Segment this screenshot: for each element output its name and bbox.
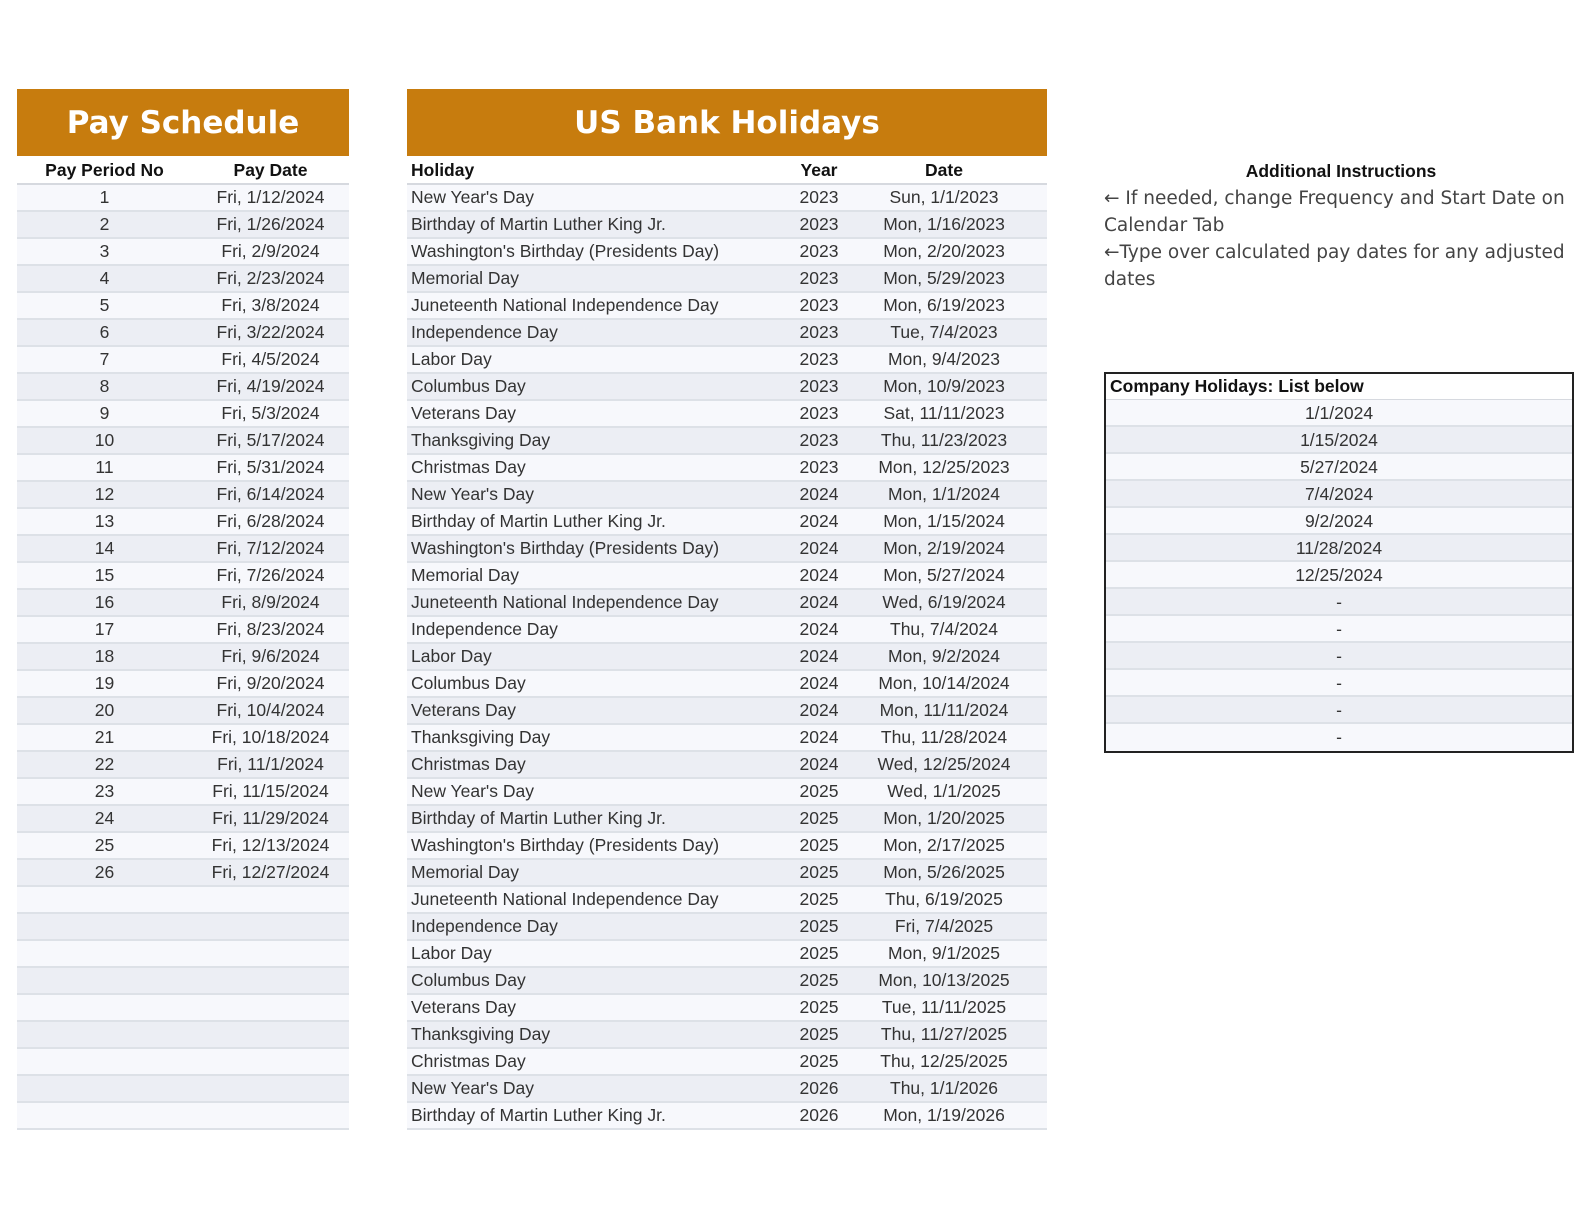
holiday-name-cell[interactable]: Juneteenth National Independence Day <box>411 889 719 909</box>
pay-schedule-row[interactable] <box>17 941 349 968</box>
holiday-year-cell[interactable]: 2024 <box>799 700 839 720</box>
holiday-name-cell[interactable]: Independence Day <box>411 916 558 936</box>
holiday-row[interactable] <box>407 644 1047 671</box>
holiday-date-cell[interactable]: Mon, 2/19/2024 <box>883 538 1005 558</box>
holiday-name-cell[interactable]: New Year's Day <box>411 484 534 504</box>
holiday-date-cell[interactable]: Mon, 1/1/2024 <box>888 484 1000 504</box>
holiday-name-cell[interactable]: Columbus Day <box>411 673 526 693</box>
company-holiday-cell[interactable]: 1/1/2024 <box>1106 400 1572 427</box>
pay-date-cell[interactable]: Fri, 3/8/2024 <box>221 295 320 315</box>
holiday-row[interactable] <box>407 455 1047 482</box>
holiday-name-cell[interactable]: Labor Day <box>411 349 492 369</box>
pay-period-no-cell[interactable]: 23 <box>94 781 115 801</box>
holiday-date-cell[interactable]: Mon, 9/4/2023 <box>888 349 1000 369</box>
pay-period-no-cell[interactable]: 16 <box>94 592 115 612</box>
pay-schedule-row[interactable] <box>17 1076 349 1103</box>
holiday-date-cell[interactable]: Thu, 7/4/2024 <box>890 619 998 639</box>
pay-schedule-row[interactable] <box>17 185 349 212</box>
holiday-year-cell[interactable]: 2024 <box>799 592 839 612</box>
pay-date-cell[interactable]: Fri, 5/31/2024 <box>216 457 325 477</box>
holiday-name-cell[interactable]: Washington's Birthday (Presidents Day) <box>411 241 720 261</box>
pay-schedule-row[interactable] <box>17 644 349 671</box>
holiday-row[interactable] <box>407 563 1047 590</box>
holiday-year-cell[interactable]: 2024 <box>799 565 839 585</box>
holiday-year-cell[interactable]: 2023 <box>799 349 839 369</box>
pay-period-no-cell[interactable]: 18 <box>94 646 115 666</box>
holiday-date-cell[interactable]: Mon, 9/1/2025 <box>888 943 1000 963</box>
holiday-year-cell[interactable]: 2025 <box>799 916 839 936</box>
pay-period-no-cell[interactable]: 1 <box>99 187 110 207</box>
pay-period-no-cell[interactable]: 7 <box>99 349 110 369</box>
holiday-date-cell[interactable]: Wed, 6/19/2024 <box>882 592 1006 612</box>
pay-schedule-row[interactable] <box>17 779 349 806</box>
company-holidays-table <box>1104 372 1574 753</box>
date-header: Date <box>925 160 963 180</box>
holiday-row[interactable] <box>407 212 1047 239</box>
pay-schedule-row[interactable] <box>17 590 349 617</box>
pay-period-no-cell[interactable]: 20 <box>94 700 115 720</box>
holiday-name-cell[interactable]: Labor Day <box>411 943 492 963</box>
pay-period-no-cell[interactable]: 8 <box>99 376 110 396</box>
holiday-row[interactable] <box>407 671 1047 698</box>
pay-date-cell[interactable]: Fri, 9/20/2024 <box>216 673 325 693</box>
holiday-row[interactable] <box>407 509 1047 536</box>
pay-period-no-cell[interactable]: 10 <box>94 430 115 450</box>
holiday-year-cell[interactable]: 2023 <box>799 241 839 261</box>
pay-schedule-row[interactable] <box>17 293 349 320</box>
holiday-name-cell[interactable]: Memorial Day <box>411 268 519 288</box>
holiday-name-cell[interactable]: Juneteenth National Independence Day <box>411 592 719 612</box>
bank-holidays-header <box>407 158 1047 185</box>
pay-period-no-cell[interactable]: 15 <box>94 565 115 585</box>
pay-period-no-cell[interactable]: 12 <box>94 484 115 504</box>
holiday-year-cell[interactable]: 2025 <box>799 781 839 801</box>
pay-period-no-cell[interactable]: 25 <box>94 835 115 855</box>
holiday-year-cell[interactable]: 2024 <box>799 727 839 747</box>
pay-schedule-row[interactable] <box>17 482 349 509</box>
holiday-name-cell[interactable]: Veterans Day <box>411 997 517 1017</box>
holiday-year-cell[interactable]: 2025 <box>799 970 839 990</box>
holiday-row[interactable] <box>407 968 1047 995</box>
holiday-name-cell[interactable]: Memorial Day <box>411 565 519 585</box>
holiday-date-cell[interactable]: Tue, 11/11/2025 <box>881 997 1007 1017</box>
pay-date-cell[interactable]: Fri, 6/14/2024 <box>216 484 325 504</box>
holiday-row[interactable] <box>407 482 1047 509</box>
pay-schedule-row[interactable] <box>17 239 349 266</box>
pay-schedule-row[interactable] <box>17 671 349 698</box>
pay-period-no-cell[interactable]: 5 <box>99 295 110 315</box>
pay-schedule-table <box>17 158 349 1130</box>
holiday-year-cell[interactable]: 2024 <box>799 484 839 504</box>
holiday-year-cell[interactable]: 2024 <box>799 511 839 531</box>
holiday-name-cell[interactable]: New Year's Day <box>411 1078 534 1098</box>
company-holiday-cell[interactable]: - <box>1106 697 1572 724</box>
pay-schedule-header <box>17 158 349 185</box>
holiday-date-cell[interactable]: Mon, 5/26/2025 <box>883 862 1005 882</box>
pay-schedule-row[interactable] <box>17 536 349 563</box>
pay-schedule-row[interactable] <box>17 1103 349 1130</box>
holiday-year-cell[interactable]: 2024 <box>799 619 839 639</box>
pay-period-no-header: Pay Period No <box>45 160 164 180</box>
holiday-name-cell[interactable]: Christmas Day <box>411 754 526 774</box>
holiday-date-cell[interactable]: Mon, 11/11/2024 <box>879 700 1009 720</box>
pay-schedule-row[interactable] <box>17 212 349 239</box>
pay-schedule-row[interactable] <box>17 752 349 779</box>
holiday-year-cell[interactable]: 2025 <box>799 943 839 963</box>
pay-schedule-row[interactable] <box>17 509 349 536</box>
pay-date-cell[interactable]: Fri, 8/9/2024 <box>221 592 320 612</box>
company-holiday-cell[interactable]: - <box>1106 616 1572 643</box>
company-holiday-cell[interactable]: 5/27/2024 <box>1106 454 1572 481</box>
holiday-name-cell[interactable]: Washington's Birthday (Presidents Day) <box>411 538 720 558</box>
holiday-date-cell[interactable]: Sun, 1/1/2023 <box>889 187 999 207</box>
pay-period-no-cell[interactable]: 14 <box>94 538 115 558</box>
instruction-line: ← If needed, change Frequency and Start Date on Calendar Tab <box>1104 188 1565 236</box>
holiday-name-cell[interactable]: Washington's Birthday (Presidents Day) <box>411 835 720 855</box>
pay-schedule-row[interactable] <box>17 347 349 374</box>
pay-date-cell[interactable]: Fri, 5/3/2024 <box>221 403 320 423</box>
holiday-date-cell[interactable]: Mon, 5/29/2023 <box>883 268 1005 288</box>
holiday-row[interactable] <box>407 698 1047 725</box>
holiday-date-cell[interactable]: Mon, 6/19/2023 <box>883 295 1005 315</box>
holiday-date-cell[interactable]: Wed, 1/1/2025 <box>887 781 1001 801</box>
pay-date-cell[interactable]: Fri, 2/23/2024 <box>216 268 325 288</box>
holiday-date-cell[interactable]: Wed, 12/25/2024 <box>877 754 1011 774</box>
pay-date-cell[interactable]: Fri, 6/28/2024 <box>216 511 325 531</box>
pay-date-cell[interactable]: Fri, 3/22/2024 <box>216 322 325 342</box>
holiday-name-cell[interactable]: Columbus Day <box>411 970 526 990</box>
holiday-row[interactable] <box>407 617 1047 644</box>
pay-date-cell[interactable]: Fri, 4/19/2024 <box>216 376 325 396</box>
company-holiday-cell[interactable]: 7/4/2024 <box>1106 481 1572 508</box>
company-holiday-cell[interactable]: 9/2/2024 <box>1106 508 1572 535</box>
pay-schedule-row[interactable] <box>17 833 349 860</box>
holiday-year-cell[interactable]: 2023 <box>799 214 839 234</box>
holiday-date-cell[interactable]: Mon, 1/16/2023 <box>883 214 1005 234</box>
pay-schedule-rows <box>17 185 349 1130</box>
holiday-year-cell[interactable]: 2024 <box>799 673 839 693</box>
pay-date-cell[interactable]: Fri, 1/12/2024 <box>216 187 325 207</box>
pay-schedule-row[interactable] <box>17 860 349 887</box>
holiday-row[interactable] <box>407 239 1047 266</box>
holiday-date-cell[interactable]: Tue, 7/4/2023 <box>890 322 998 342</box>
pay-schedule-row[interactable] <box>17 1022 349 1049</box>
holiday-row[interactable] <box>407 887 1047 914</box>
pay-date-cell[interactable]: Fri, 7/26/2024 <box>216 565 325 585</box>
holiday-year-cell[interactable]: 2026 <box>799 1078 839 1098</box>
pay-period-no-cell[interactable]: 11 <box>95 457 114 477</box>
holiday-year-cell[interactable]: 2025 <box>799 1024 839 1044</box>
holiday-date-cell[interactable]: Thu, 11/27/2025 <box>880 1024 1008 1044</box>
pay-date-cell[interactable]: Fri, 9/6/2024 <box>221 646 320 666</box>
holiday-row[interactable] <box>407 833 1047 860</box>
holiday-name-cell[interactable]: Juneteenth National Independence Day <box>411 295 719 315</box>
pay-date-cell[interactable]: Fri, 5/17/2024 <box>216 430 325 450</box>
pay-schedule-row[interactable] <box>17 887 349 914</box>
holiday-date-cell[interactable]: Mon, 2/17/2025 <box>883 835 1005 855</box>
holiday-row[interactable] <box>407 428 1047 455</box>
company-holiday-cell[interactable]: - <box>1106 643 1572 670</box>
pay-schedule-title: Pay Schedule <box>17 89 349 156</box>
holiday-row[interactable] <box>407 914 1047 941</box>
holiday-name-cell[interactable]: Independence Day <box>411 619 558 639</box>
pay-schedule-row[interactable] <box>17 401 349 428</box>
holiday-date-cell[interactable]: Thu, 1/1/2026 <box>890 1078 998 1098</box>
holiday-row[interactable] <box>407 779 1047 806</box>
holiday-date-cell[interactable]: Thu, 11/23/2023 <box>880 430 1008 450</box>
holiday-year-cell[interactable]: 2023 <box>799 430 839 450</box>
holiday-name-cell[interactable]: Birthday of Martin Luther King Jr. <box>411 808 666 828</box>
holiday-name-cell[interactable]: Thanksgiving Day <box>411 727 551 747</box>
bank-holidays-title: US Bank Holidays <box>407 89 1047 156</box>
additional-instructions <box>1104 158 1578 293</box>
pay-period-no-cell[interactable]: 22 <box>94 754 115 774</box>
company-holiday-cell[interactable]: 12/25/2024 <box>1106 562 1572 589</box>
holiday-date-cell[interactable]: Mon, 10/9/2023 <box>883 376 1005 396</box>
holiday-row[interactable] <box>407 1049 1047 1076</box>
holiday-name-cell[interactable]: Veterans Day <box>411 700 517 720</box>
pay-period-no-cell[interactable]: 3 <box>99 241 110 261</box>
holiday-row[interactable] <box>407 401 1047 428</box>
holiday-name-cell[interactable]: Memorial Day <box>411 862 519 882</box>
holiday-date-cell[interactable]: Mon, 1/20/2025 <box>883 808 1005 828</box>
holiday-date-cell[interactable]: Mon, 12/25/2023 <box>878 457 1010 477</box>
holiday-row[interactable] <box>407 185 1047 212</box>
pay-date-cell[interactable]: Fri, 11/1/2024 <box>217 754 324 774</box>
bank-holidays-table <box>407 158 1047 1130</box>
holiday-name-cell[interactable]: Thanksgiving Day <box>411 430 551 450</box>
pay-date-cell[interactable]: Fri, 8/23/2024 <box>216 619 325 639</box>
holiday-row[interactable] <box>407 860 1047 887</box>
holiday-date-cell[interactable]: Mon, 1/15/2024 <box>883 511 1005 531</box>
instruction-line: ←Type over calculated pay dates for any adjusted dates <box>1104 242 1565 290</box>
holiday-year-cell[interactable]: 2025 <box>799 997 839 1017</box>
pay-schedule-row[interactable] <box>17 806 349 833</box>
holiday-name-cell[interactable]: Veterans Day <box>411 403 517 423</box>
holiday-name-cell[interactable]: Independence Day <box>411 322 558 342</box>
holiday-row[interactable] <box>407 347 1047 374</box>
holiday-year-cell[interactable]: 2023 <box>799 403 839 423</box>
company-holiday-cell[interactable]: - <box>1106 589 1572 616</box>
holiday-name-cell[interactable]: Labor Day <box>411 646 492 666</box>
pay-date-header: Pay Date <box>233 160 308 180</box>
holiday-row[interactable] <box>407 320 1047 347</box>
holiday-row[interactable] <box>407 995 1047 1022</box>
holiday-year-cell[interactable]: 2023 <box>799 295 839 315</box>
pay-schedule-row[interactable] <box>17 617 349 644</box>
bank-holidays-rows <box>407 185 1047 1130</box>
pay-period-no-cell[interactable]: 19 <box>94 673 115 693</box>
company-holiday-cell[interactable]: 11/28/2024 <box>1106 535 1572 562</box>
holiday-year-cell[interactable]: 2025 <box>799 1051 839 1071</box>
pay-date-cell[interactable]: Fri, 7/12/2024 <box>216 538 325 558</box>
holiday-row[interactable] <box>407 1022 1047 1049</box>
pay-period-no-cell[interactable]: 21 <box>94 727 115 747</box>
holiday-name-cell[interactable]: Christmas Day <box>411 1051 526 1071</box>
pay-date-cell[interactable]: Fri, 12/27/2024 <box>211 862 330 882</box>
pay-date-cell[interactable]: Fri, 10/4/2024 <box>216 700 325 720</box>
holiday-row[interactable] <box>407 266 1047 293</box>
holiday-row[interactable] <box>407 941 1047 968</box>
pay-schedule-row[interactable] <box>17 914 349 941</box>
holiday-name-cell[interactable]: Christmas Day <box>411 457 526 477</box>
holiday-date-cell[interactable]: Mon, 5/27/2024 <box>883 565 1005 585</box>
pay-period-no-cell[interactable]: 26 <box>94 862 115 882</box>
holiday-year-cell[interactable]: 2023 <box>799 187 839 207</box>
pay-schedule-row[interactable] <box>17 968 349 995</box>
holiday-date-cell[interactable]: Thu, 11/28/2024 <box>880 727 1008 747</box>
holiday-year-cell[interactable]: 2023 <box>799 376 839 396</box>
holiday-row[interactable] <box>407 1076 1047 1103</box>
holiday-year-cell[interactable]: 2023 <box>799 457 839 477</box>
instructions-title: Additional Instructions <box>1245 161 1437 181</box>
pay-period-no-cell[interactable]: 13 <box>94 511 115 531</box>
holiday-year-cell[interactable]: 2026 <box>799 1105 839 1125</box>
pay-schedule-row[interactable] <box>17 1049 349 1076</box>
pay-period-no-cell[interactable]: 2 <box>99 214 110 234</box>
pay-date-cell[interactable]: Fri, 12/13/2024 <box>211 835 330 855</box>
pay-schedule-row[interactable] <box>17 725 349 752</box>
holiday-row[interactable] <box>407 590 1047 617</box>
pay-period-no-cell[interactable]: 6 <box>99 322 110 342</box>
pay-date-cell[interactable]: Fri, 4/5/2024 <box>221 349 320 369</box>
pay-schedule-row[interactable] <box>17 428 349 455</box>
holiday-name-cell[interactable]: Birthday of Martin Luther King Jr. <box>411 1105 666 1125</box>
holiday-date-cell[interactable]: Thu, 6/19/2025 <box>885 889 1003 909</box>
pay-period-no-cell[interactable]: 17 <box>94 619 115 639</box>
holiday-name-cell[interactable]: Birthday of Martin Luther King Jr. <box>411 511 666 531</box>
pay-schedule-row[interactable] <box>17 563 349 590</box>
pay-date-cell[interactable]: Fri, 1/26/2024 <box>216 214 325 234</box>
holiday-row[interactable] <box>407 536 1047 563</box>
holiday-date-cell[interactable]: Mon, 1/19/2026 <box>883 1105 1005 1125</box>
holiday-row[interactable] <box>407 752 1047 779</box>
company-holidays-rows <box>1106 400 1572 751</box>
company-holiday-cell[interactable]: - <box>1106 670 1572 697</box>
pay-period-no-cell[interactable]: 4 <box>99 268 110 288</box>
holiday-date-cell[interactable]: Sat, 11/11/2023 <box>883 403 1005 423</box>
pay-period-no-cell[interactable]: 24 <box>94 808 115 828</box>
holiday-name-cell[interactable]: New Year's Day <box>411 781 534 801</box>
holiday-year-cell[interactable]: 2023 <box>799 268 839 288</box>
holiday-date-cell[interactable]: Mon, 10/13/2025 <box>878 970 1010 990</box>
holiday-date-cell[interactable]: Mon, 2/20/2023 <box>883 241 1005 261</box>
holiday-year-cell[interactable]: 2023 <box>799 322 839 342</box>
holiday-year-cell[interactable]: 2024 <box>799 646 839 666</box>
pay-date-cell[interactable]: Fri, 11/15/2024 <box>212 781 329 801</box>
holiday-date-cell[interactable]: Thu, 12/25/2025 <box>880 1051 1008 1071</box>
holiday-name-cell[interactable]: Thanksgiving Day <box>411 1024 551 1044</box>
holiday-row[interactable] <box>407 1103 1047 1130</box>
holiday-date-cell[interactable]: Mon, 10/14/2024 <box>878 673 1010 693</box>
pay-schedule-row[interactable] <box>17 995 349 1022</box>
holiday-row[interactable] <box>407 293 1047 320</box>
holiday-date-cell[interactable]: Fri, 7/4/2025 <box>894 916 994 936</box>
holiday-name-cell[interactable]: Birthday of Martin Luther King Jr. <box>411 214 666 234</box>
company-holiday-cell[interactable]: 1/15/2024 <box>1106 427 1572 454</box>
pay-schedule-row[interactable] <box>17 320 349 347</box>
holiday-year-cell[interactable]: 2025 <box>799 808 839 828</box>
holiday-year-cell[interactable]: 2025 <box>799 862 839 882</box>
pay-schedule-row[interactable] <box>17 266 349 293</box>
holiday-row[interactable] <box>407 374 1047 401</box>
pay-date-cell[interactable]: Fri, 11/29/2024 <box>212 808 329 828</box>
pay-date-cell[interactable]: Fri, 2/9/2024 <box>221 241 320 261</box>
company-holidays-header: Company Holidays: List below <box>1106 374 1572 400</box>
pay-schedule-row[interactable] <box>17 455 349 482</box>
holiday-year-cell[interactable]: 2024 <box>799 538 839 558</box>
holiday-year-cell[interactable]: 2025 <box>799 835 839 855</box>
instructions-body <box>1104 185 1578 293</box>
holiday-year-cell[interactable]: 2024 <box>799 754 839 774</box>
company-holiday-cell[interactable]: - <box>1106 724 1572 751</box>
holiday-row[interactable] <box>407 725 1047 752</box>
holiday-date-cell[interactable]: Mon, 9/2/2024 <box>888 646 1000 666</box>
pay-period-no-cell[interactable]: 9 <box>99 403 110 423</box>
pay-date-cell[interactable]: Fri, 10/18/2024 <box>211 727 330 747</box>
holiday-year-cell[interactable]: 2025 <box>799 889 839 909</box>
year-header: Year <box>800 160 838 180</box>
pay-schedule-row[interactable] <box>17 698 349 725</box>
holiday-name-cell[interactable]: New Year's Day <box>411 187 534 207</box>
pay-schedule-row[interactable] <box>17 374 349 401</box>
holiday-row[interactable] <box>407 806 1047 833</box>
holiday-name-cell[interactable]: Columbus Day <box>411 376 526 396</box>
holiday-header: Holiday <box>411 160 475 180</box>
